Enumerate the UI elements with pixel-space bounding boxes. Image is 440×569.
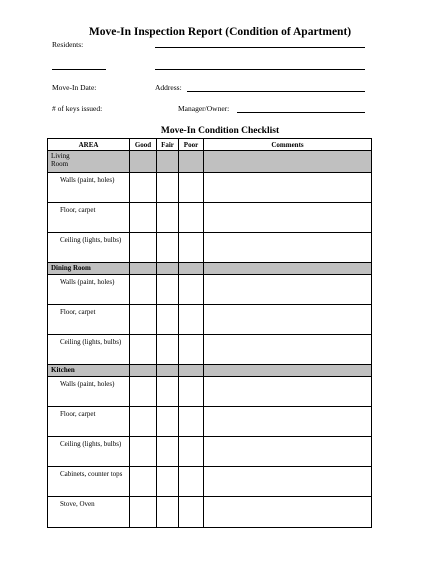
fair-cell[interactable] [157, 467, 179, 497]
residents-line-3[interactable] [155, 69, 365, 70]
fair-cell[interactable] [157, 203, 179, 233]
comments-cell[interactable] [204, 233, 372, 263]
comments-cell[interactable] [204, 437, 372, 467]
poor-cell[interactable] [179, 275, 204, 305]
comments-cell[interactable] [204, 173, 372, 203]
area-header: AREA [48, 139, 130, 151]
good-cell[interactable] [130, 203, 157, 233]
good-cell[interactable] [130, 377, 157, 407]
item-label: Ceiling (lights, bulbs) [60, 236, 122, 244]
fair-cell[interactable] [157, 173, 179, 203]
condition-checklist-table [47, 138, 372, 528]
section-row-kitchen [48, 365, 372, 377]
table-row [48, 437, 372, 467]
poor-cell[interactable] [179, 407, 204, 437]
manager-owner-line[interactable] [237, 112, 365, 113]
item-label: Floor, carpet [60, 410, 96, 418]
residents-line-1[interactable] [155, 47, 365, 48]
table-row [48, 203, 372, 233]
good-cell[interactable] [130, 335, 157, 365]
fair-cell[interactable] [157, 335, 179, 365]
fair-cell[interactable] [157, 497, 179, 528]
good-header: Good [130, 139, 157, 151]
comments-cell[interactable] [204, 275, 372, 305]
section-label: Living Room [51, 152, 70, 169]
header-row [48, 139, 372, 151]
section-label-cell [48, 151, 130, 173]
fair-cell[interactable] [157, 233, 179, 263]
poor-cell[interactable] [179, 203, 204, 233]
poor-header: Poor [179, 139, 204, 151]
fair-cell[interactable] [157, 377, 179, 407]
item-label: Walls (paint, holes) [60, 380, 115, 388]
table-row [48, 467, 372, 497]
good-cell[interactable] [130, 437, 157, 467]
fair-header: Fair [157, 139, 179, 151]
good-cell[interactable] [130, 467, 157, 497]
good-cell[interactable] [130, 407, 157, 437]
good-cell[interactable] [130, 275, 157, 305]
checklist-title: Move-In Condition Checklist [160, 126, 280, 136]
poor-cell[interactable] [179, 497, 204, 528]
poor-cell[interactable] [179, 437, 204, 467]
poor-cell[interactable] [179, 335, 204, 365]
manager-owner-label: Manager/Owner: [178, 104, 230, 113]
table-row [48, 305, 372, 335]
address-label: Address: [155, 83, 182, 92]
fair-cell[interactable] [157, 407, 179, 437]
poor-cell[interactable] [179, 173, 204, 203]
good-cell[interactable] [130, 497, 157, 528]
report-title: Move-In Inspection Report (Condition of Apartment) [88, 26, 352, 38]
comments-header: Comments [204, 139, 372, 151]
table-row [48, 173, 372, 203]
good-cell[interactable] [130, 305, 157, 335]
keys-issued-label: # of keys issued: [52, 104, 103, 113]
move-in-date-label: Move-In Date: [52, 83, 97, 92]
fair-cell[interactable] [157, 437, 179, 467]
section-row-dining-room [48, 263, 372, 275]
comments-cell[interactable] [204, 407, 372, 437]
fair-cell[interactable] [157, 305, 179, 335]
table-row [48, 497, 372, 528]
comments-cell[interactable] [204, 377, 372, 407]
comments-cell[interactable] [204, 203, 372, 233]
good-cell[interactable] [130, 173, 157, 203]
item-label: Ceiling (lights, bulbs) [60, 440, 122, 448]
item-label: Floor, carpet [60, 206, 96, 214]
comments-cell[interactable] [204, 497, 372, 528]
item-label: Stove, Oven [60, 500, 95, 508]
table-row [48, 335, 372, 365]
address-line[interactable] [187, 91, 365, 92]
poor-cell[interactable] [179, 467, 204, 497]
comments-cell[interactable] [204, 305, 372, 335]
poor-cell[interactable] [179, 305, 204, 335]
item-label: Walls (paint, holes) [60, 176, 115, 184]
comments-cell[interactable] [204, 467, 372, 497]
table-row [48, 377, 372, 407]
section-label: Kitchen [51, 366, 75, 374]
poor-cell[interactable] [179, 377, 204, 407]
residents-line-2[interactable] [52, 69, 106, 70]
item-label: Walls (paint, holes) [60, 278, 115, 286]
table-row [48, 275, 372, 305]
item-label: Cabinets, counter tops [60, 470, 123, 478]
good-cell[interactable] [130, 233, 157, 263]
fair-cell[interactable] [157, 275, 179, 305]
section-label-cell [48, 263, 130, 275]
item-label: Floor, carpet [60, 308, 96, 316]
comments-cell[interactable] [204, 335, 372, 365]
poor-cell[interactable] [179, 233, 204, 263]
residents-label: Residents: [52, 40, 84, 49]
section-row-living-room [48, 151, 372, 173]
table-row [48, 407, 372, 437]
section-label-cell [48, 365, 130, 377]
table-row [48, 233, 372, 263]
item-label: Ceiling (lights, bulbs) [60, 338, 122, 346]
section-label: Dining Room [51, 264, 91, 272]
